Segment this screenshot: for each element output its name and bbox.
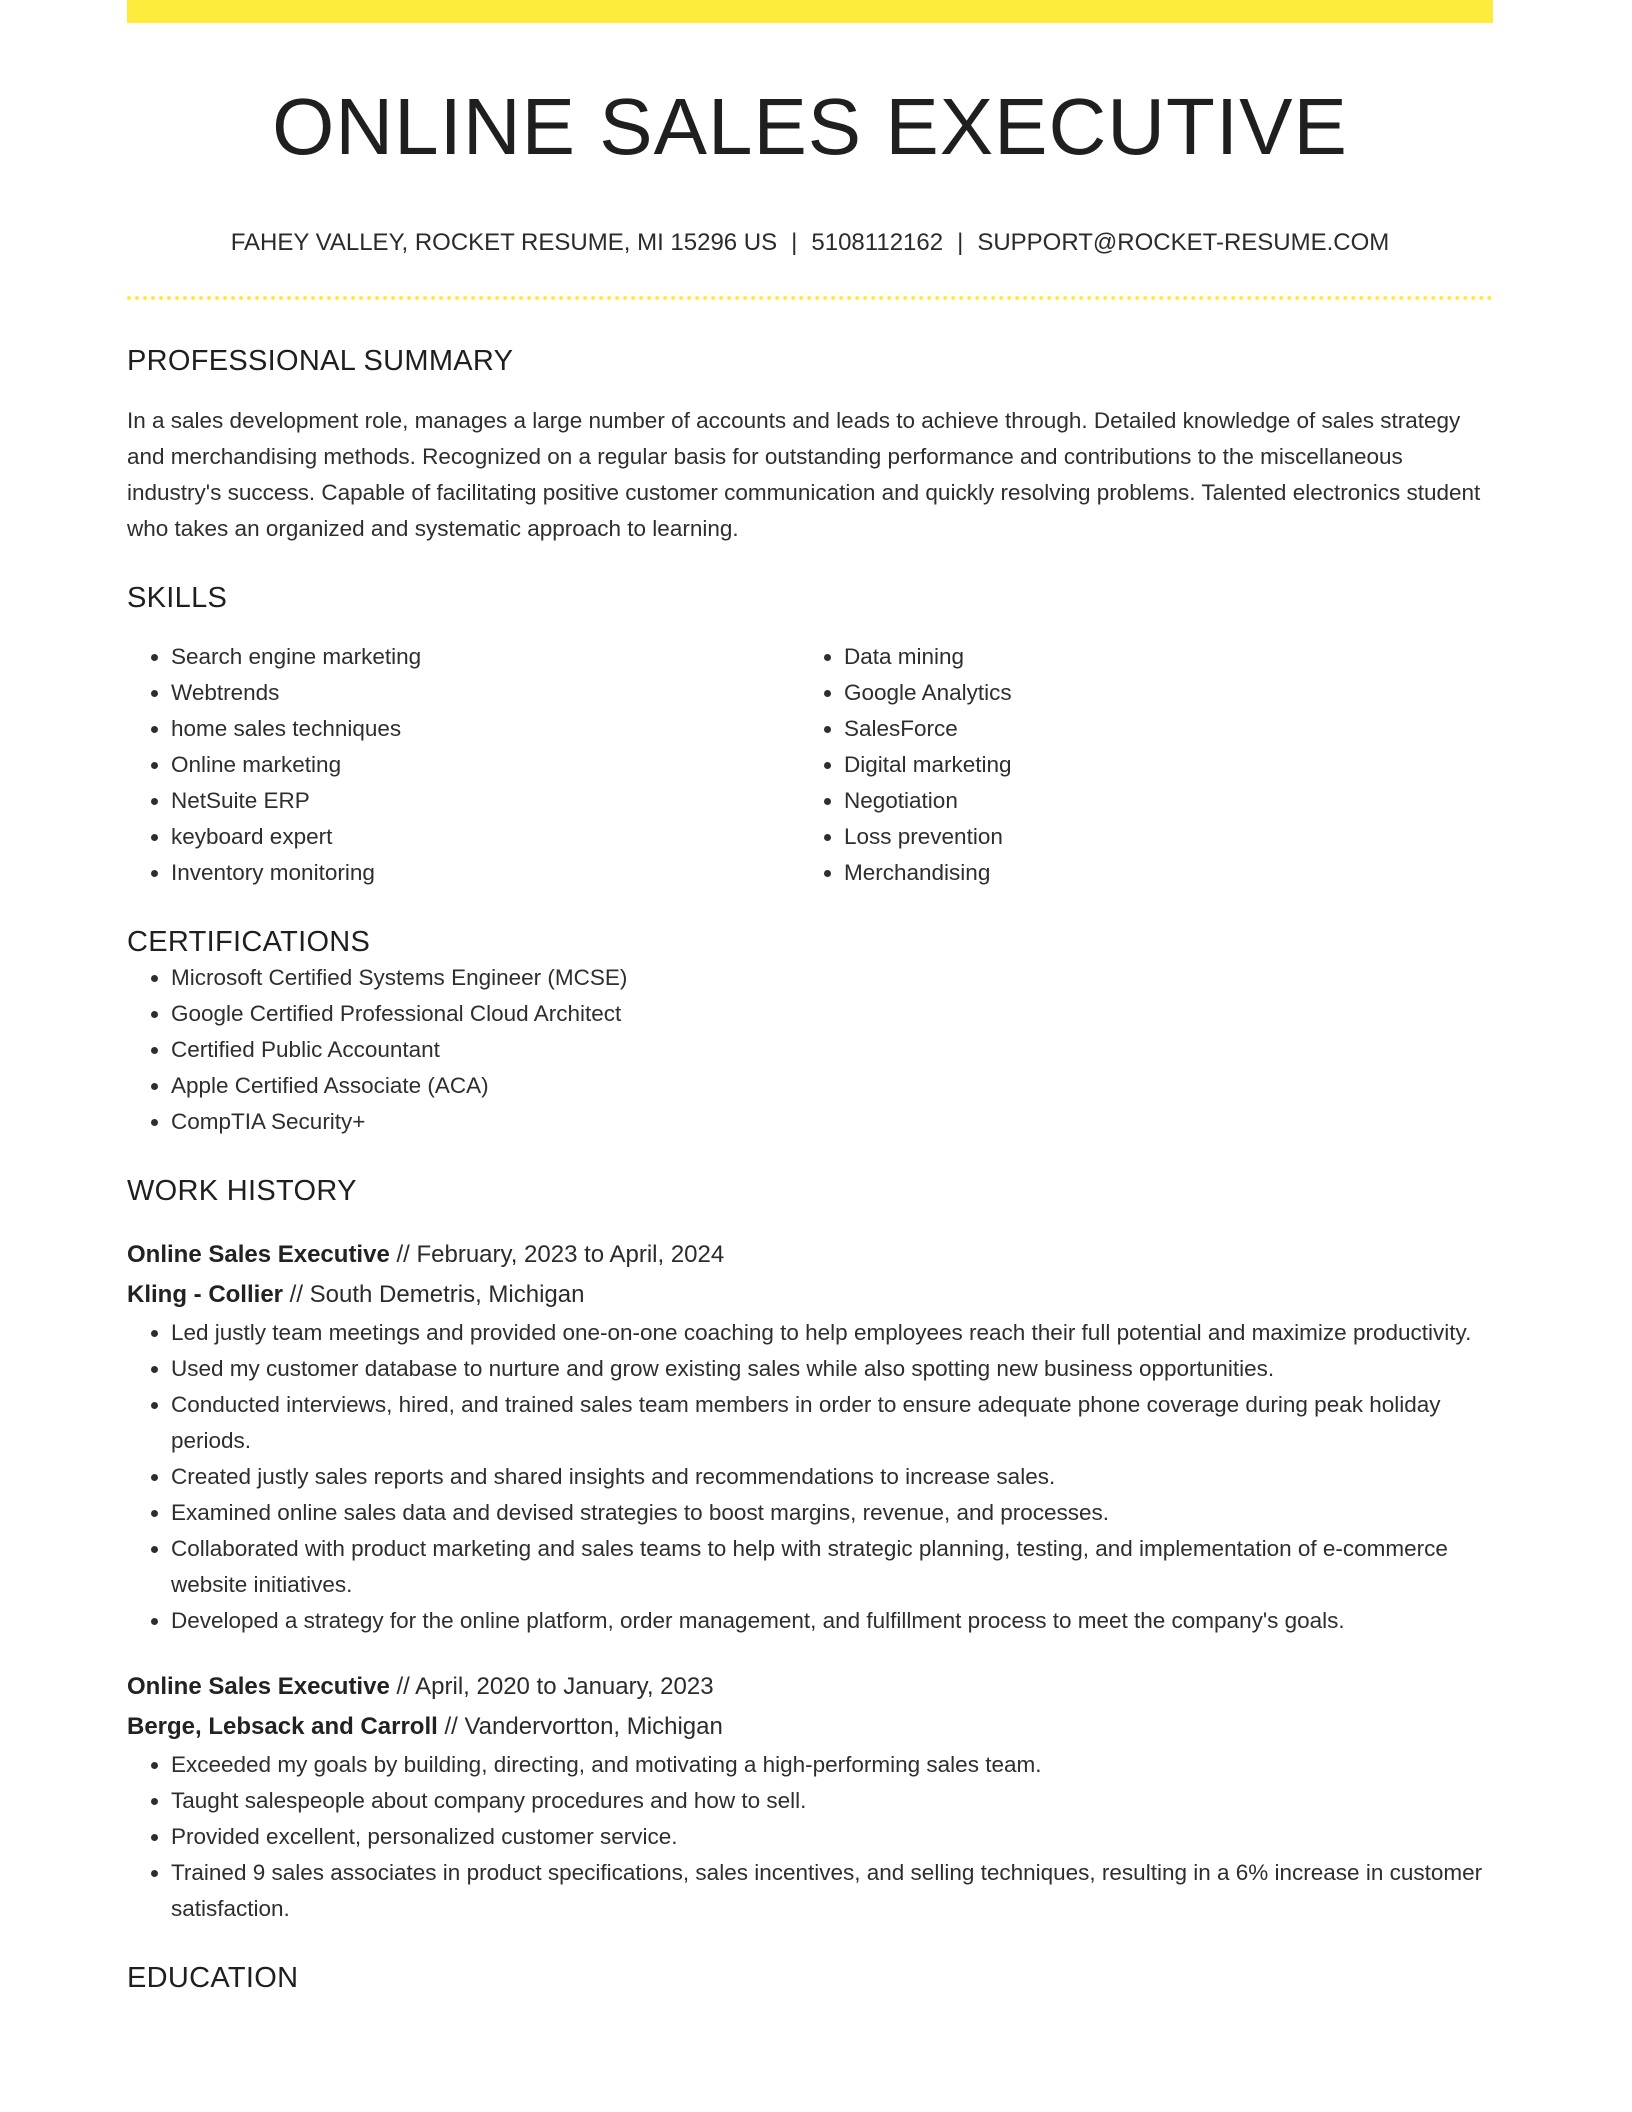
skill-item: • Merchandising	[844, 855, 1473, 891]
certification-item: • Apple Certified Associate (ACA)	[171, 1068, 1493, 1104]
skills-list-left	[127, 639, 800, 891]
certification-item: • Certified Public Accountant	[171, 1032, 1493, 1068]
skill-item: • Google Analytics	[844, 675, 1473, 711]
summary-heading: PROFESSIONAL SUMMARY	[127, 344, 514, 377]
contact-separator: |	[957, 229, 964, 256]
contact-email: SUPPORT@ROCKET-RESUME.COM	[977, 229, 1390, 256]
skill-item: • SalesForce	[844, 711, 1473, 747]
job-entry	[127, 1235, 1493, 1639]
skill-item: • Webtrends	[171, 675, 800, 711]
skill-item: • home sales techniques	[171, 711, 800, 747]
job-location: // South Demetris, Michigan	[283, 1280, 585, 1308]
job-company-line	[127, 1707, 1493, 1747]
certification-item: • Google Certified Professional Cloud Architect	[171, 996, 1493, 1032]
job-duty-item: • Exceeded my goals by building, directing, and motivating a high-performing sales team.	[171, 1747, 1493, 1783]
contact-address: FAHEY VALLEY, ROCKET RESUME, MI 15296 US	[230, 229, 778, 256]
header-accent-bar	[127, 0, 1493, 23]
header-divider	[127, 296, 1493, 300]
job-company: Berge, Lebsack and Carroll	[127, 1712, 438, 1740]
skill-item: • Inventory monitoring	[171, 855, 800, 891]
skill-item: • Online marketing	[171, 747, 800, 783]
job-duties-list	[127, 1315, 1493, 1639]
job-duty-item: • Taught salespeople about company procedures and how to sell.	[171, 1783, 1493, 1819]
certification-item: • CompTIA Security+	[171, 1104, 1493, 1140]
job-duty-item: • Conducted interviews, hired, and trained sales team members in order to ensure adequate phone coverage during peak holiday periods.	[171, 1387, 1493, 1459]
resume-page	[127, 0, 1493, 1996]
job-dates: // April, 2020 to January, 2023	[389, 1672, 714, 1700]
job-company: Kling - Collier	[127, 1280, 283, 1308]
skill-item: • Search engine marketing	[171, 639, 800, 675]
skill-item: • Negotiation	[844, 783, 1473, 819]
resume-name-heading: ONLINE SALES EXECUTIVE	[272, 82, 1348, 171]
job-title-line	[127, 1235, 1493, 1275]
job-dates: // February, 2023 to April, 2024	[389, 1240, 725, 1268]
work-history-heading: WORK HISTORY	[127, 1175, 357, 1208]
certifications-list	[127, 960, 1493, 1140]
job-duty-item: • Collaborated with product marketing and sales teams to help with strategic planning, testing, and implementation of e-commerce website initiatives.	[171, 1531, 1493, 1603]
job-company-line	[127, 1275, 1493, 1315]
job-duty-item: • Trained 9 sales associates in product specifications, sales incentives, and selling techniques, resulting in a 6% increase in customer satisfaction.	[171, 1855, 1493, 1927]
certification-item: • Microsoft Certified Systems Engineer (MCSE)	[171, 960, 1493, 996]
skill-item: • NetSuite ERP	[171, 783, 800, 819]
job-role: Online Sales Executive	[127, 1672, 390, 1700]
job-duty-item: • Led justly team meetings and provided one-on-one coaching to help employees reach their full potential and maximize productivity.	[171, 1315, 1493, 1351]
skill-item: • keyboard expert	[171, 819, 800, 855]
job-duties-list	[127, 1747, 1493, 1927]
job-duty-item: • Used my customer database to nurture and grow existing sales while also spotting new business opportunities.	[171, 1351, 1493, 1387]
job-duty-item: • Created justly sales reports and shared insights and recommendations to increase sales.	[171, 1459, 1493, 1495]
job-role: Online Sales Executive	[127, 1240, 390, 1268]
skills-list-right	[800, 639, 1473, 891]
job-location: // Vandervortton, Michigan	[437, 1712, 723, 1740]
job-duty-item: • Provided excellent, personalized customer service.	[171, 1819, 1493, 1855]
certifications-heading: CERTIFICATIONS	[127, 926, 371, 959]
job-duty-item: • Developed a strategy for the online platform, order management, and fulfillment process to meet the company's goals.	[171, 1603, 1493, 1639]
job-duty-item: • Examined online sales data and devised strategies to boost margins, revenue, and processes.	[171, 1495, 1493, 1531]
skill-item: • Data mining	[844, 639, 1473, 675]
job-entry	[127, 1667, 1493, 1927]
education-heading: EDUCATION	[127, 1961, 299, 1994]
skills-heading: SKILLS	[127, 581, 228, 614]
skill-item: • Digital marketing	[844, 747, 1473, 783]
job-title-line	[127, 1667, 1493, 1707]
contact-line	[127, 229, 1493, 258]
contact-phone: 5108112162	[811, 229, 944, 256]
contact-separator: |	[791, 229, 798, 256]
skill-item: • Loss prevention	[844, 819, 1473, 855]
skills-columns	[127, 639, 1493, 891]
summary-text: In a sales development role, manages a large number of accounts and leads to achieve through. Detailed knowledge of sales strategy and merchandising methods. Recognized on a regular basis for outstanding performance and contributions to the miscellaneous industry's success. Capable of facilitating positive customer communication and quickly resolving problems. Talented electronics student who takes an organized and systematic approach to learning.	[127, 407, 1481, 541]
